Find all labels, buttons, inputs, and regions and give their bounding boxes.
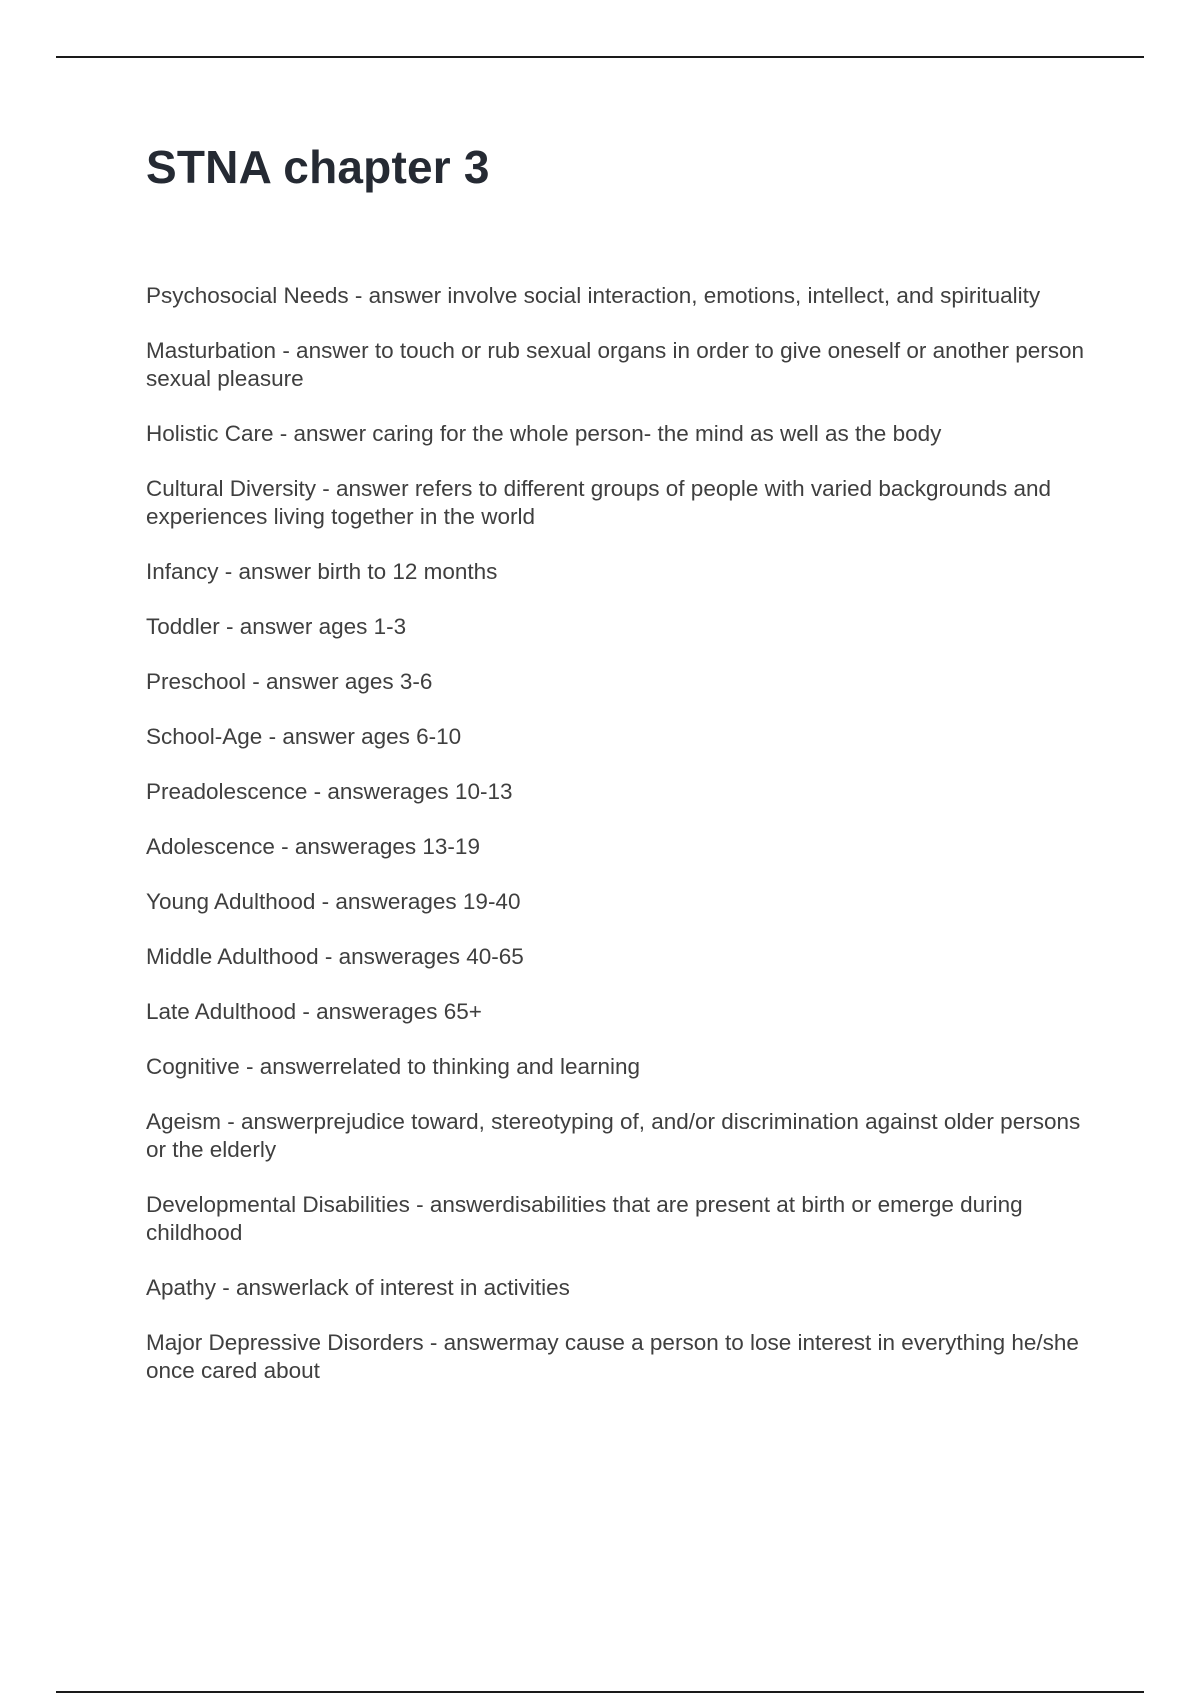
top-rule [56,56,1144,58]
list-item: Ageism - answerprejudice toward, stereotyping of, and/or discrimination against older persons or the elderly [146,1109,1081,1162]
list-item: Young Adulthood - answerages 19-40 [146,889,521,914]
list-item: Middle Adulthood - answerages 40-65 [146,944,524,969]
list-item: Toddler - answer ages 1-3 [146,614,407,639]
list-item: Infancy - answer birth to 12 months [146,559,498,584]
bottom-rule [56,1691,1144,1693]
list-item: Psychosocial Needs - answer involve social interaction, emotions, intellect, and spirituality [146,283,1041,308]
list-item: Cultural Diversity - answer refers to different groups of people with varied backgrounds and experiences living together in the world [146,476,1052,529]
list-item: Holistic Care - answer caring for the whole person- the mind as well as the body [146,421,942,446]
list-item: Developmental Disabilities - answerdisabilities that are present at birth or emerge during childhood [146,1192,1023,1245]
list-item: Cognitive - answerrelated to thinking and learning [146,1054,641,1079]
list-item: Apathy - answerlack of interest in activities [146,1275,570,1300]
list-item: Preschool - answer ages 3-6 [146,669,433,694]
list-item: School-Age - answer ages 6-10 [146,724,462,749]
flashcard-list [146,282,1096,1412]
list-item: Major Depressive Disorders - answermay cause a person to lose interest in everything he/she once cared about [146,1330,1079,1383]
list-item: Late Adulthood - answerages 65+ [146,999,482,1024]
list-item: Masturbation - answer to touch or rub sexual organs in order to give oneself or another person sexual pleasure [146,338,1085,391]
page-title: STNA chapter 3 [146,141,490,193]
list-item: Preadolescence - answerages 10-13 [146,779,513,804]
list-item: Adolescence - answerages 13-19 [146,834,480,859]
